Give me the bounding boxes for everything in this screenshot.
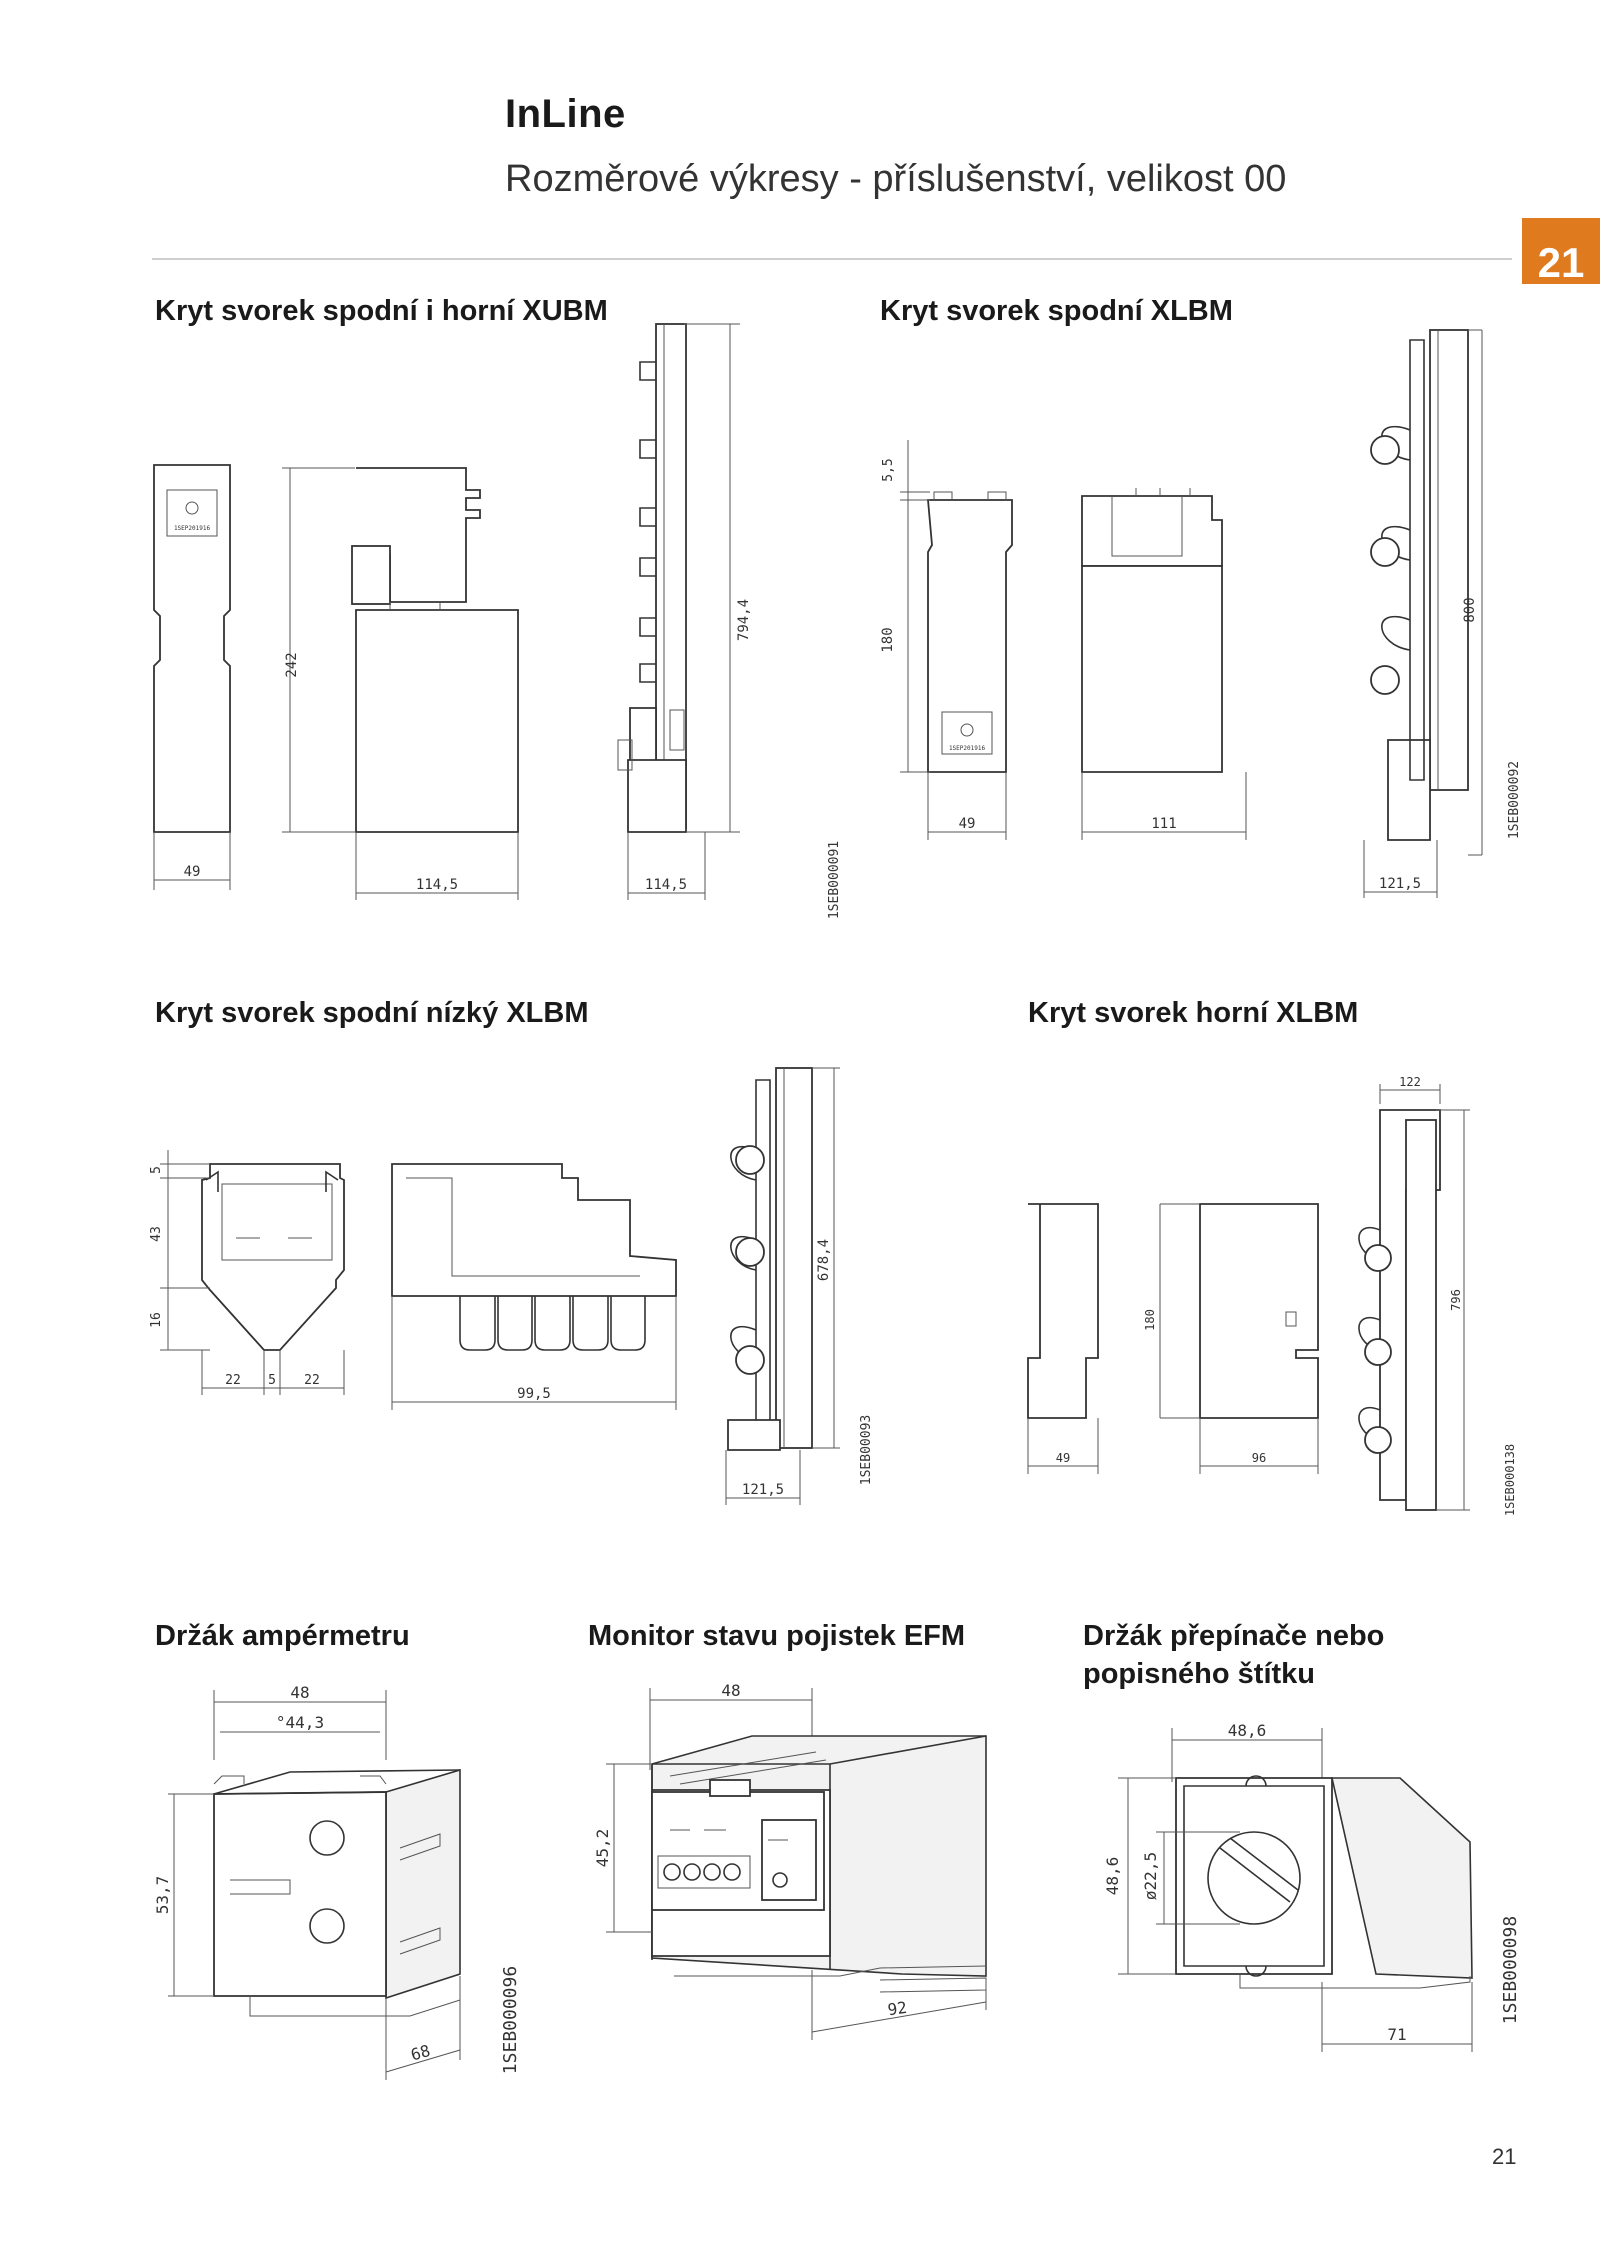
xlbm-low-dim-99-5: 99,5 [517, 1386, 551, 1402]
xlbm-low-dim-5-h: 5 [268, 1373, 276, 1388]
section-title-switch-line1: Držák přepínače nebo [1083, 1620, 1385, 1652]
section-title-xlbm-top: Kryt svorek horní XLBM [1028, 997, 1359, 1029]
section-title-xubm: Kryt svorek spodní i horní XUBM [155, 295, 608, 327]
xlbm-low-code: 1SEB00093 [859, 1414, 874, 1486]
xlbm-low-dim-22-b: 22 [304, 1373, 320, 1388]
brand-logo-text: InLine [505, 92, 626, 136]
switch-dim-22-5: ø22,5 [1141, 1851, 1160, 1901]
drawing-switch [1060, 1720, 1560, 2080]
section-title-efm: Monitor stavu pojistek EFM [588, 1620, 966, 1652]
xlbm-bottom-dim-111: 111 [1151, 816, 1177, 832]
efm-dim-48: 48 [721, 1681, 741, 1700]
xubm-small-label: 1SEP201916 [173, 525, 211, 532]
xlbm-low-dim-16: 16 [149, 1312, 164, 1328]
xlbm-low-dim-121-5: 121,5 [741, 1482, 785, 1498]
xubm-dim-114-5-b: 114,5 [644, 877, 688, 893]
chapter-tab-number: 21 [1537, 239, 1585, 286]
switch-dim-71: 71 [1387, 2025, 1407, 2044]
xubm-code: 1SEB000091 [827, 840, 842, 920]
xubm-dim-114-5-a: 114,5 [415, 877, 459, 893]
drawing-xlbm-bottom [870, 320, 1550, 920]
section-title-xlbm-bottom: Kryt svorek spodní XLBM [880, 295, 1233, 327]
ammeter-dim-68: 68 [408, 2040, 433, 2065]
header-divider [152, 258, 1512, 260]
xlbm-bottom-dim-5-5: 5,5 [881, 458, 896, 482]
efm-dim-92: 92 [886, 1997, 909, 2020]
section-title-switch [1083, 1618, 1384, 1693]
xlbm-bottom-dim-800: 800 [1462, 597, 1478, 623]
xlbm-bottom-dim-121-5: 121,5 [1378, 876, 1422, 892]
xlbm-bottom-code: 1SEB000092 [1507, 760, 1522, 840]
xlbm-low-dim-5-v: 5 [149, 1166, 164, 1174]
xubm-dim-49: 49 [183, 864, 201, 880]
section-title-switch-line2: popisného štítku [1083, 1657, 1315, 1690]
page-subtitle: Rozměrové výkresy - příslušenství, velikost 00 [505, 158, 1287, 200]
ammeter-dim-48: 48 [290, 1683, 310, 1702]
drawing-xlbm-top [1010, 1060, 1570, 1530]
switch-dim-48-6-v: 48,6 [1103, 1856, 1122, 1896]
section-title-xlbm-low: Kryt svorek spodní nízký XLBM [155, 997, 589, 1029]
drawing-xlbm-low [140, 1060, 900, 1520]
drawing-ammeter [140, 1680, 540, 2100]
xlbm-low-dim-22-a: 22 [225, 1373, 241, 1388]
xlbm-low-dim-678-4: 678,4 [816, 1238, 832, 1282]
section-title-ammeter: Držák ampérmetru [155, 1620, 410, 1652]
xlbm-bottom-dim-180: 180 [880, 627, 896, 653]
efm-dim-45-2: 45,2 [593, 1828, 612, 1868]
xlbm-top-dim-49: 49 [1055, 1451, 1071, 1465]
switch-code: 1SEB000098 [1500, 1915, 1521, 2025]
page-number: 21 [1492, 2144, 1517, 2169]
xubm-dim-242: 242 [284, 652, 300, 678]
ammeter-code: 1SEB000096 [500, 1965, 521, 2075]
xlbm-top-dim-180: 180 [1143, 1309, 1157, 1331]
drawing-xubm [140, 320, 870, 940]
xlbm-bottom-dim-49: 49 [958, 816, 976, 832]
switch-dim-48-6-h: 48,6 [1227, 1721, 1267, 1740]
ammeter-dim-53-7: 53,7 [153, 1875, 172, 1915]
ammeter-dim-44-3: °44,3 [275, 1713, 325, 1732]
xlbm-low-dim-43: 43 [149, 1226, 164, 1242]
xlbm-top-code: 1SEB000138 [1503, 1443, 1517, 1517]
xubm-dim-794-4: 794,4 [736, 598, 752, 642]
xlbm-top-dim-796: 796 [1449, 1289, 1463, 1311]
xlbm-top-dim-122: 122 [1399, 1075, 1421, 1089]
xlbm-bottom-small-label: 1SEP201916 [948, 745, 986, 752]
drawing-efm [580, 1680, 1000, 2060]
xlbm-top-dim-96: 96 [1251, 1451, 1267, 1465]
chapter-tab [1522, 218, 1600, 284]
